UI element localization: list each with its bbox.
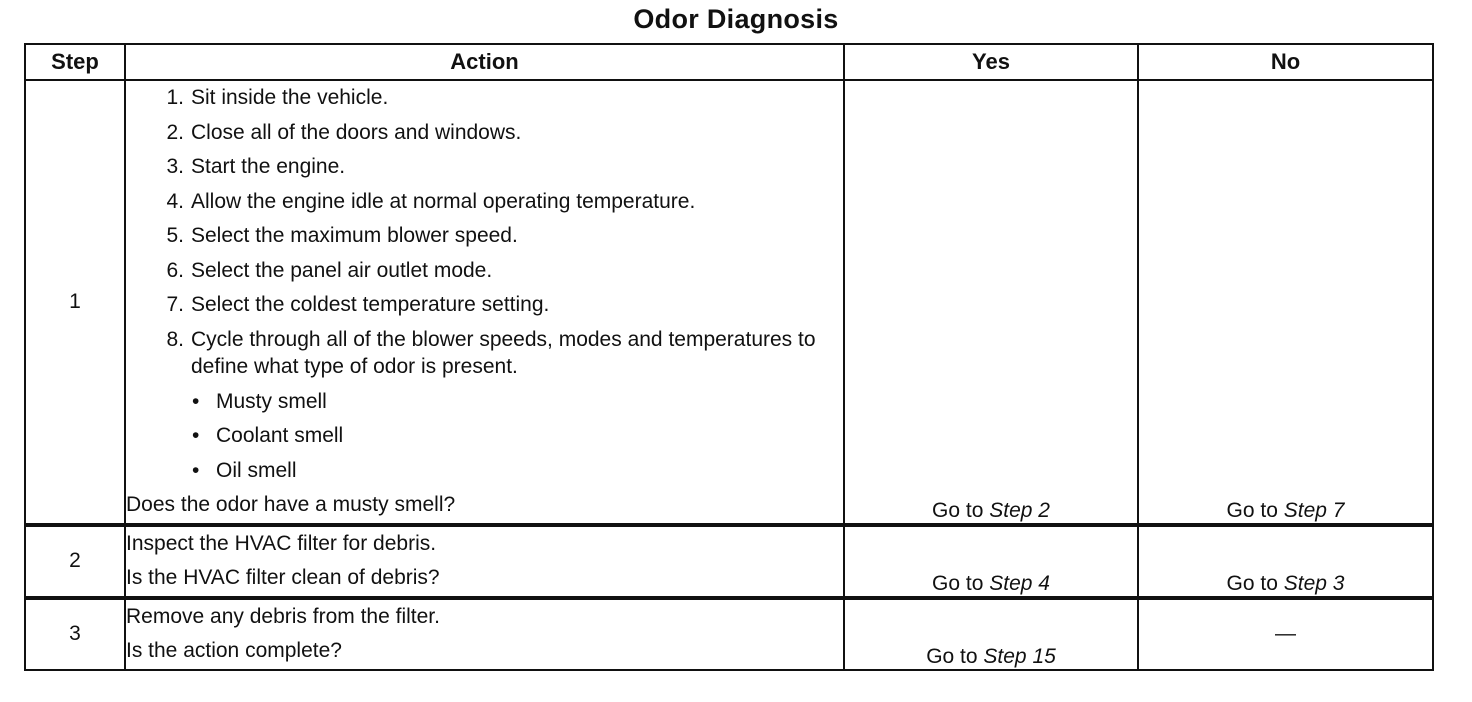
yes-goto — [932, 572, 1050, 595]
item-number: 7. — [166, 293, 184, 316]
item-number: 4. — [166, 189, 184, 213]
header-action: Action — [125, 44, 844, 80]
diagnosis-table — [24, 43, 1434, 671]
no-cell — [1138, 598, 1433, 670]
action-cell — [125, 525, 844, 598]
item-text: Select the coldest temperature setting. — [191, 293, 550, 316]
no-goto — [1227, 499, 1345, 522]
list-item — [126, 150, 843, 185]
yes-cell — [844, 598, 1138, 670]
item-number: 8. — [166, 327, 184, 351]
item-text: Cycle through all of the blower speeds, modes and temperatures to define what type of odor is present. — [191, 327, 816, 378]
header-yes: Yes — [844, 44, 1138, 80]
bullet-text: Coolant smell — [216, 424, 344, 447]
yes-goto — [926, 645, 1056, 668]
step-reference: Step 2 — [989, 498, 1050, 522]
step-reference: Step 7 — [1283, 498, 1345, 522]
item-number: 6. — [166, 258, 184, 282]
bullet-icon: • — [192, 458, 200, 482]
bullet-item — [126, 385, 843, 420]
bullet-icon: • — [192, 424, 200, 447]
page-title: Odor Diagnosis — [633, 4, 839, 34]
bullet-text: Oil smell — [216, 458, 297, 482]
item-number: 5. — [166, 224, 184, 247]
goto-prefix: Go to — [932, 571, 984, 595]
bullet-item — [126, 419, 843, 454]
list-item — [126, 323, 843, 385]
bullet-item — [126, 454, 843, 489]
no-cell — [1138, 525, 1433, 598]
instruction-text: Remove any debris from the filter. — [126, 604, 440, 628]
list-item — [126, 254, 843, 289]
item-number: 3. — [166, 155, 184, 178]
goto-prefix: Go to — [932, 498, 984, 522]
action-cell — [125, 80, 844, 525]
step-reference: Step 4 — [989, 571, 1050, 595]
bullet-text: Musty smell — [216, 389, 327, 413]
table-row — [25, 80, 1433, 525]
header-step: Step — [25, 44, 125, 80]
item-text: Close all of the doors and windows. — [191, 120, 522, 144]
no-cell — [1138, 80, 1433, 525]
step-number: 1 — [25, 80, 125, 525]
step-reference: Step 15 — [983, 644, 1056, 668]
item-number: 2. — [166, 120, 184, 144]
list-item — [126, 116, 843, 151]
yes-cell — [844, 525, 1138, 598]
item-text: Select the maximum blower speed. — [191, 224, 518, 247]
header-row — [25, 44, 1433, 80]
yes-goto — [932, 499, 1050, 522]
step-number: 2 — [25, 525, 125, 598]
item-text: Allow the engine idle at normal operating temperature. — [191, 189, 696, 213]
bullet-icon: • — [192, 389, 200, 413]
question-text: Does the odor have a musty smell? — [126, 493, 456, 516]
question-text: Is the action complete? — [126, 639, 342, 662]
action-cell — [125, 598, 844, 670]
step-number: 3 — [25, 598, 125, 670]
step-reference: Step 3 — [1283, 571, 1345, 595]
list-item — [126, 81, 843, 116]
item-number: 1. — [166, 86, 184, 109]
list-item — [126, 185, 843, 220]
yes-cell — [844, 80, 1138, 525]
goto-prefix: Go to — [926, 644, 978, 668]
goto-prefix: Go to — [1226, 571, 1278, 595]
item-text: Sit inside the vehicle. — [191, 86, 389, 109]
no-goto — [1227, 572, 1345, 595]
list-item — [126, 288, 843, 323]
no-dash: — — [1275, 622, 1296, 645]
table-row — [25, 598, 1433, 670]
list-item — [126, 219, 843, 254]
table-row — [25, 525, 1433, 598]
item-text: Start the engine. — [191, 155, 346, 178]
goto-prefix: Go to — [1226, 498, 1278, 522]
item-text: Select the panel air outlet mode. — [191, 258, 493, 282]
instruction-text: Inspect the HVAC filter for debris. — [126, 531, 437, 555]
question-text: Is the HVAC filter clean of debris? — [126, 566, 440, 589]
header-no: No — [1138, 44, 1433, 80]
